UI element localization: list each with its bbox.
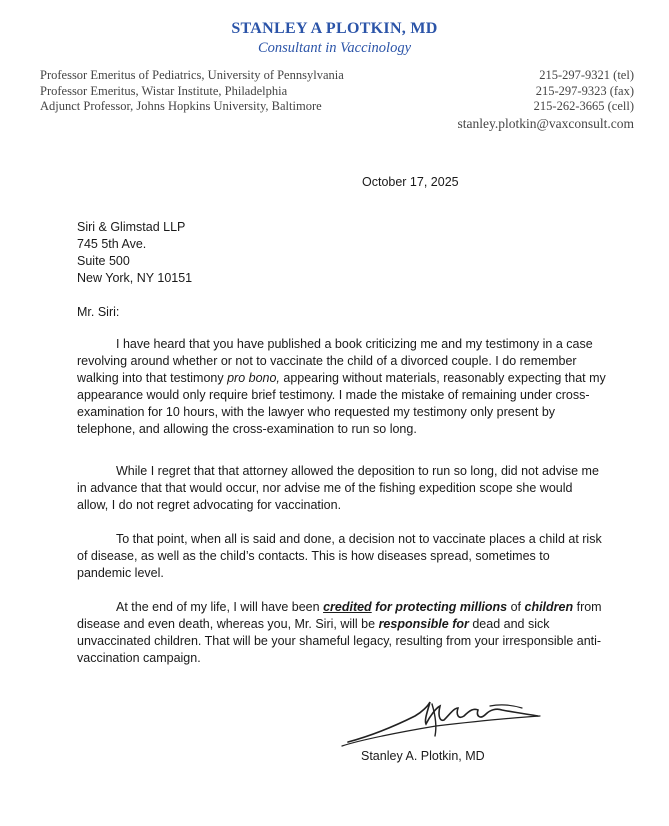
affiliation-line: Professor Emeritus of Pediatrics, University of Pennsylvania (40, 68, 344, 82)
letterhead-affiliations (40, 68, 344, 115)
address-line: New York, NY 10151 (77, 271, 193, 285)
letterhead-name: STANLEY A PLOTKIN, MD (231, 20, 438, 37)
paragraph-3: To that point, when all is said and done, a decision not to vaccinate places a child at risk of disease, as well as the child’s contacts. This is how diseases spread, sometimes to pandemic level. (77, 532, 602, 580)
address-line: Siri & Glimstad LLP (77, 220, 186, 234)
phone-tel: 215-297-9321 (tel) (539, 68, 634, 82)
letterhead-contacts (457, 68, 634, 131)
phone-cell: 215-262-3665 (cell) (533, 99, 634, 113)
paragraph-1: I have heard that you have published a book criticizing me and my testimony in a case revolving around whether or not to vaccinate the child of a divorced couple. I do remember walking into that testimony pro bono, appearing without materials, reasonably expecting that my appearance would only require brief testimony. I made the mistake of remaining under cross-examination for 10 hours, with the lawyer who requested my testimony only present by telephone, and allowing the cross-examination to run so long. (77, 337, 606, 436)
letter-date: October 17, 2025 (362, 175, 459, 189)
letterhead-subtitle: Consultant in Vaccinology (257, 40, 412, 56)
email-address: stanley.plotkin@vaxconsult.com (457, 115, 634, 131)
phone-fax: 215-297-9323 (fax) (535, 83, 634, 98)
recipient-address (77, 219, 192, 287)
signatory-name: Stanley A. Plotkin, MD (361, 749, 485, 763)
salutation: Mr. Siri: (77, 305, 120, 319)
address-line: Suite 500 (77, 254, 130, 268)
paragraph-2: While I regret that that attorney allowed the deposition to run so long, did not advise me in advance that that would occur, nor advise me of the fishing expedition scope she would allow, I do not regret advocating for vaccination. (77, 464, 599, 512)
paragraph-4: At the end of my life, I will have been credited for protecting millions of children from disease and even death, whereas you, Mr. Siri, will be responsible for dead and sick unvaccinated children. That will be your shameful legacy, resulting from your irresponsible anti-vaccination campaign. (77, 600, 602, 665)
handwritten-signature (340, 696, 545, 748)
affiliation-line: Adjunct Professor, Johns Hopkins University, Baltimore (40, 99, 322, 113)
address-line: 745 5th Ave. (77, 237, 147, 251)
affiliation-line: Professor Emeritus, Wistar Institute, Philadelphia (40, 83, 288, 98)
